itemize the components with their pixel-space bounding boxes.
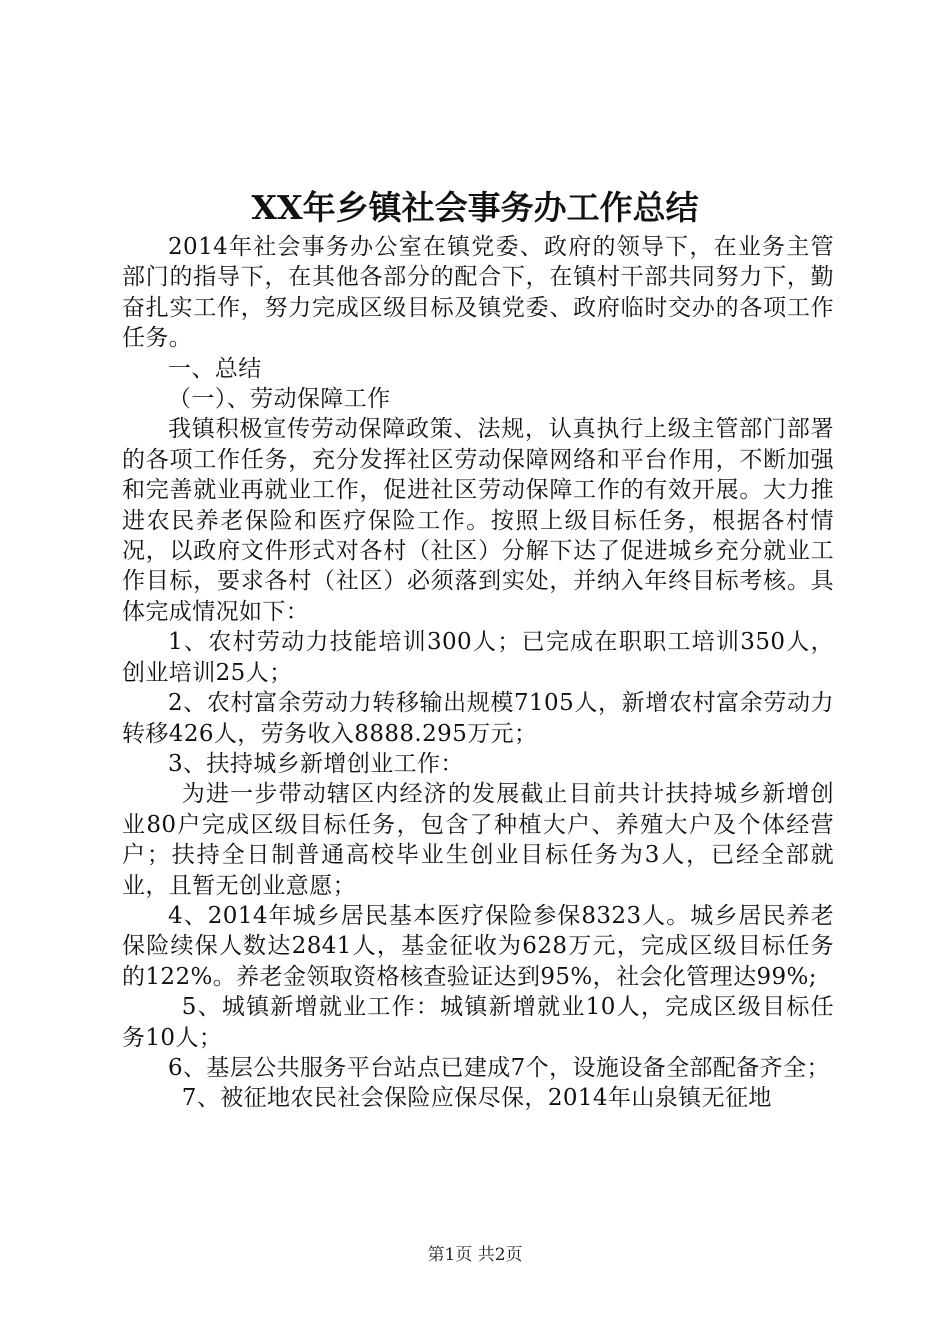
list-item-1: 1、农村劳动力技能培训300人；已完成在职职工培训350人，创业培训25人； [122, 629, 834, 686]
document-title: XX年乡镇社会事务办工作总结 [251, 188, 699, 227]
paragraph-intro: 2014年社会事务办公室在镇党委、政府的领导下，在业务主管部门的指导下，在其他各部分的配合下，在镇村干部共同努力下，勤奋扎实工作，努力完成区级目标及镇党委、政府临时交办的各项工作任务。 [122, 234, 834, 352]
heading-labor-security: （一）、劳动保障工作 [168, 386, 391, 413]
document-body [122, 232, 834, 1114]
list-item-4: 4、2014年城乡居民基本医疗保险参保8323人。城乡居民养老保险续保人数达2841人，基金征收为628万元，完成区级目标任务的122%。养老金领取资格核查验证达到95%，社会化管理达99%; [122, 902, 834, 990]
paragraph-labor-security: 我镇积极宣传劳动保障政策、法规，认真执行上级主管部门部署的各项工作任务，充分发挥社区劳动保障网络和平台作用，不断加强和完善就业再就业工作，促进社区劳动保障工作的有效开展。大力推进农民养老保险和医疗保险工作。按照上级目标任务，根据各村情况，以政府文件形式对各村（社区）分解下达了促进城乡充分就业工作目标，要求各村（社区）必须落到实处，并纳入年终目标考核。具体完成情况如下： [122, 416, 834, 625]
list-item-2: 2、农村富余劳动力转移输出规模7105人，新增农村富余劳动力转移426人，劳务收入8888.295万元； [122, 690, 834, 747]
list-item-5: 5、城镇新增就业工作：城镇新增就业10人，完成区级目标任务10人； [122, 994, 834, 1051]
list-item-6: 6、基层公共服务平台站点已建成7个，设施设备全部配备齐全； [168, 1054, 830, 1081]
heading-summary: 一、总结 [168, 355, 262, 382]
list-item-7: 7、被征地农民社会保险应保尽保，2014年山泉镇无征地 [181, 1085, 772, 1112]
page-footer: 第1页 共2页 [427, 1245, 523, 1265]
paragraph-entrepreneurship: 为进一步带动辖区内经济的发展截止目前共计扶持城乡新增创业80户完成区级目标任务，包含了种植大户、养殖大户及个体经营户；扶持全日制普通高校毕业生创业目标任务为3人，已经全部就业，且暂无创业意愿； [122, 781, 834, 899]
list-item-3: 3、扶持城乡新增创业工作： [168, 750, 464, 777]
